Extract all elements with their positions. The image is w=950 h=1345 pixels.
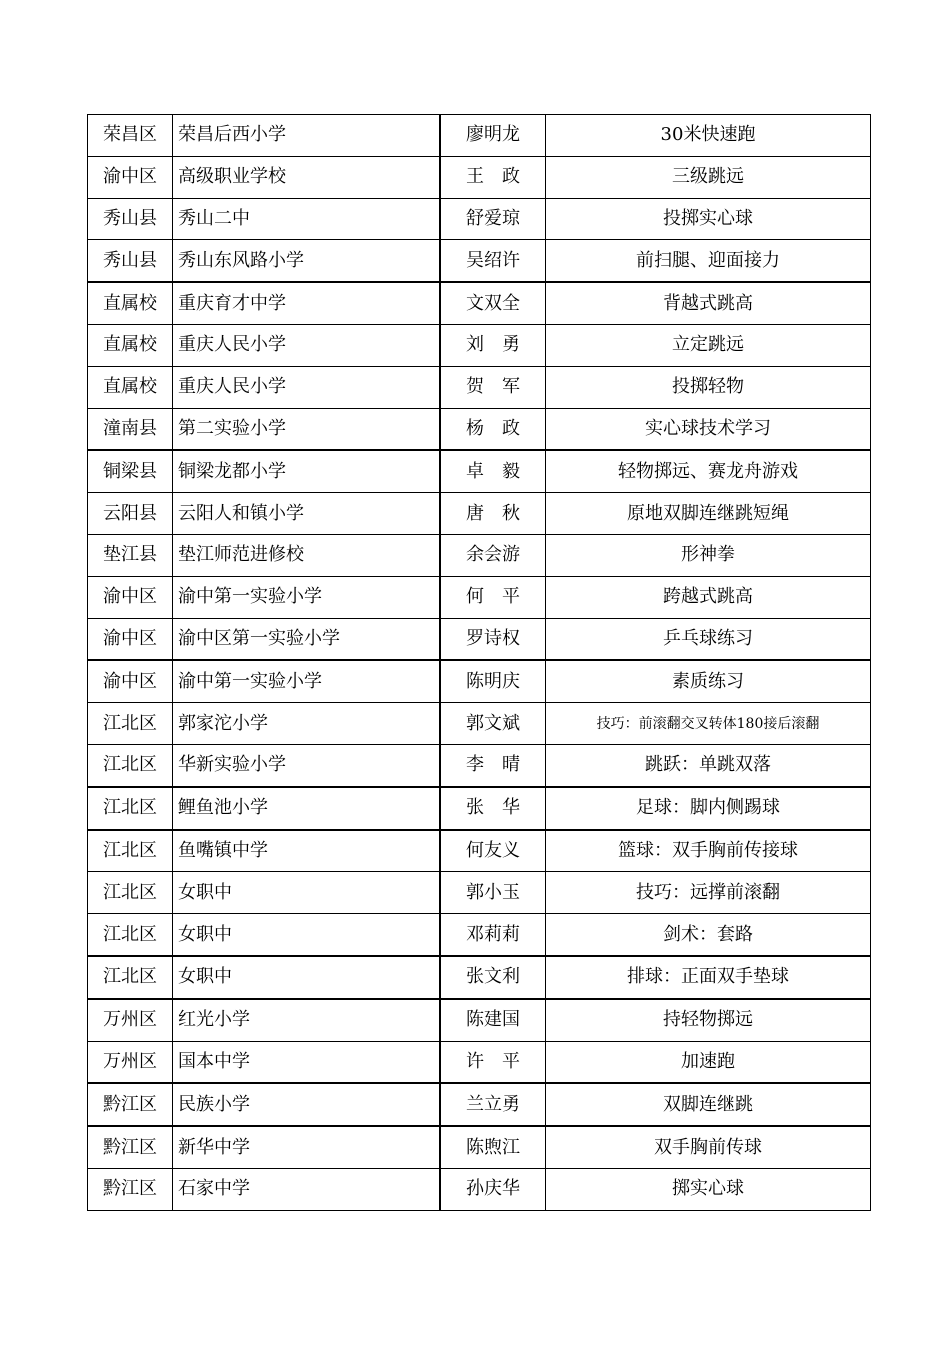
teacher-cell: 许 平 [440, 1041, 546, 1083]
district-cell: 直属校 [88, 324, 173, 366]
district-cell: 铜梁县 [88, 450, 173, 492]
teacher-cell: 李 晴 [440, 744, 546, 786]
table-row [88, 956, 871, 999]
table-row [88, 914, 871, 956]
lesson-cell: 双手胸前传球 [546, 1126, 871, 1168]
school-cell: 国本中学 [173, 1041, 441, 1083]
table-row [88, 324, 871, 366]
lesson-cell: 跳跃：单跳双落 [546, 744, 871, 786]
table-row [88, 1168, 871, 1210]
lesson-cell: 双脚连继跳 [546, 1083, 871, 1126]
school-cell: 女职中 [173, 956, 441, 999]
table-row [88, 1083, 871, 1126]
lesson-cell: 足球：脚内侧踢球 [546, 787, 871, 830]
table-row [88, 744, 871, 786]
school-cell: 鲤鱼池小学 [173, 787, 441, 830]
lesson-cell: 30米快速跑 [546, 115, 871, 157]
district-cell: 江北区 [88, 914, 173, 956]
lesson-cell: 技巧：前滚翻交叉转体180接后滚翻 [546, 703, 871, 745]
district-cell: 江北区 [88, 703, 173, 745]
school-cell: 渝中区第一实验小学 [173, 618, 441, 660]
district-cell: 直属校 [88, 366, 173, 408]
school-cell: 秀山二中 [173, 198, 441, 240]
table-row [88, 493, 871, 535]
school-cell: 红光小学 [173, 999, 441, 1041]
lesson-cell: 排球：正面双手垫球 [546, 956, 871, 999]
lesson-cell: 乒乓球练习 [546, 618, 871, 660]
district-cell: 秀山县 [88, 198, 173, 240]
lesson-cell: 轻物掷远、赛龙舟游戏 [546, 450, 871, 492]
district-cell: 江北区 [88, 872, 173, 914]
school-cell: 重庆人民小学 [173, 366, 441, 408]
teacher-cell: 贺 军 [440, 366, 546, 408]
lesson-cell: 跨越式跳高 [546, 576, 871, 618]
school-cell: 渝中第一实验小学 [173, 576, 441, 618]
lesson-cell: 掷实心球 [546, 1168, 871, 1210]
school-cell: 郭家沱小学 [173, 703, 441, 745]
table-row [88, 1126, 871, 1168]
lesson-cell: 加速跑 [546, 1041, 871, 1083]
table-row [88, 534, 871, 576]
school-cell: 鱼嘴镇中学 [173, 830, 441, 872]
teacher-cell: 吴绍许 [440, 240, 546, 282]
school-cell: 石家中学 [173, 1168, 441, 1210]
table-row [88, 450, 871, 492]
lesson-cell: 技巧：远撑前滚翻 [546, 872, 871, 914]
district-cell: 垫江县 [88, 534, 173, 576]
district-cell: 潼南县 [88, 408, 173, 450]
lesson-cell: 投掷实心球 [546, 198, 871, 240]
lesson-cell: 篮球：双手胸前传接球 [546, 830, 871, 872]
district-cell: 秀山县 [88, 240, 173, 282]
school-cell: 女职中 [173, 872, 441, 914]
teacher-cell: 邓莉莉 [440, 914, 546, 956]
school-cell: 高级职业学校 [173, 156, 441, 198]
school-cell: 铜梁龙都小学 [173, 450, 441, 492]
school-cell: 渝中第一实验小学 [173, 660, 441, 702]
teacher-cell: 张文利 [440, 956, 546, 999]
school-cell: 重庆育才中学 [173, 282, 441, 324]
teacher-cell: 舒爱琼 [440, 198, 546, 240]
teacher-cell: 杨 政 [440, 408, 546, 450]
lesson-cell: 前扫腿、迎面接力 [546, 240, 871, 282]
table-row [88, 240, 871, 282]
lesson-table-body [88, 115, 871, 1211]
district-cell: 直属校 [88, 282, 173, 324]
lesson-cell: 持轻物掷远 [546, 999, 871, 1041]
district-cell: 万州区 [88, 1041, 173, 1083]
school-cell: 荣昌后西小学 [173, 115, 441, 157]
table-row [88, 830, 871, 872]
school-cell: 垫江师范进修校 [173, 534, 441, 576]
table-row [88, 618, 871, 660]
lesson-cell: 背越式跳高 [546, 282, 871, 324]
district-cell: 渝中区 [88, 156, 173, 198]
school-cell: 重庆人民小学 [173, 324, 441, 366]
lesson-cell: 形神拳 [546, 534, 871, 576]
teacher-cell: 王 政 [440, 156, 546, 198]
table-row [88, 787, 871, 830]
lesson-cell: 原地双脚连继跳短绳 [546, 493, 871, 535]
district-cell: 荣昌区 [88, 115, 173, 157]
teacher-cell: 余会游 [440, 534, 546, 576]
district-cell: 江北区 [88, 830, 173, 872]
teacher-cell: 陈建国 [440, 999, 546, 1041]
school-cell: 女职中 [173, 914, 441, 956]
school-cell: 新华中学 [173, 1126, 441, 1168]
teacher-cell: 孙庆华 [440, 1168, 546, 1210]
table-row [88, 198, 871, 240]
district-cell: 渝中区 [88, 660, 173, 702]
table-row [88, 576, 871, 618]
teacher-cell: 郭文斌 [440, 703, 546, 745]
teacher-cell: 刘 勇 [440, 324, 546, 366]
teacher-cell: 兰立勇 [440, 1083, 546, 1126]
teacher-cell: 陈明庆 [440, 660, 546, 702]
teacher-cell: 罗诗权 [440, 618, 546, 660]
teacher-cell: 何友义 [440, 830, 546, 872]
district-cell: 黔江区 [88, 1126, 173, 1168]
school-cell: 云阳人和镇小学 [173, 493, 441, 535]
lesson-cell: 立定跳远 [546, 324, 871, 366]
school-cell: 华新实验小学 [173, 744, 441, 786]
table-row [88, 366, 871, 408]
lesson-cell: 剑术：套路 [546, 914, 871, 956]
teacher-cell: 文双全 [440, 282, 546, 324]
table-row [88, 1041, 871, 1083]
teacher-cell: 唐 秋 [440, 493, 546, 535]
district-cell: 黔江区 [88, 1168, 173, 1210]
lesson-table [87, 114, 871, 1211]
teacher-cell: 郭小玉 [440, 872, 546, 914]
district-cell: 万州区 [88, 999, 173, 1041]
school-cell: 第二实验小学 [173, 408, 441, 450]
teacher-cell: 张 华 [440, 787, 546, 830]
lesson-cell: 投掷轻物 [546, 366, 871, 408]
teacher-cell: 陈煦江 [440, 1126, 546, 1168]
district-cell: 江北区 [88, 787, 173, 830]
district-cell: 黔江区 [88, 1083, 173, 1126]
teacher-cell: 廖明龙 [440, 115, 546, 157]
district-cell: 江北区 [88, 956, 173, 999]
table-row [88, 115, 871, 157]
school-cell: 秀山东风路小学 [173, 240, 441, 282]
lesson-cell: 实心球技术学习 [546, 408, 871, 450]
table-row [88, 660, 871, 702]
table-row [88, 703, 871, 745]
table-row [88, 999, 871, 1041]
table-row [88, 872, 871, 914]
lesson-cell: 素质练习 [546, 660, 871, 702]
district-cell: 渝中区 [88, 618, 173, 660]
teacher-cell: 卓 毅 [440, 450, 546, 492]
teacher-cell: 何 平 [440, 576, 546, 618]
district-cell: 云阳县 [88, 493, 173, 535]
table-row [88, 408, 871, 450]
district-cell: 江北区 [88, 744, 173, 786]
lesson-cell: 三级跳远 [546, 156, 871, 198]
school-cell: 民族小学 [173, 1083, 441, 1126]
table-row [88, 156, 871, 198]
table-row [88, 282, 871, 324]
district-cell: 渝中区 [88, 576, 173, 618]
